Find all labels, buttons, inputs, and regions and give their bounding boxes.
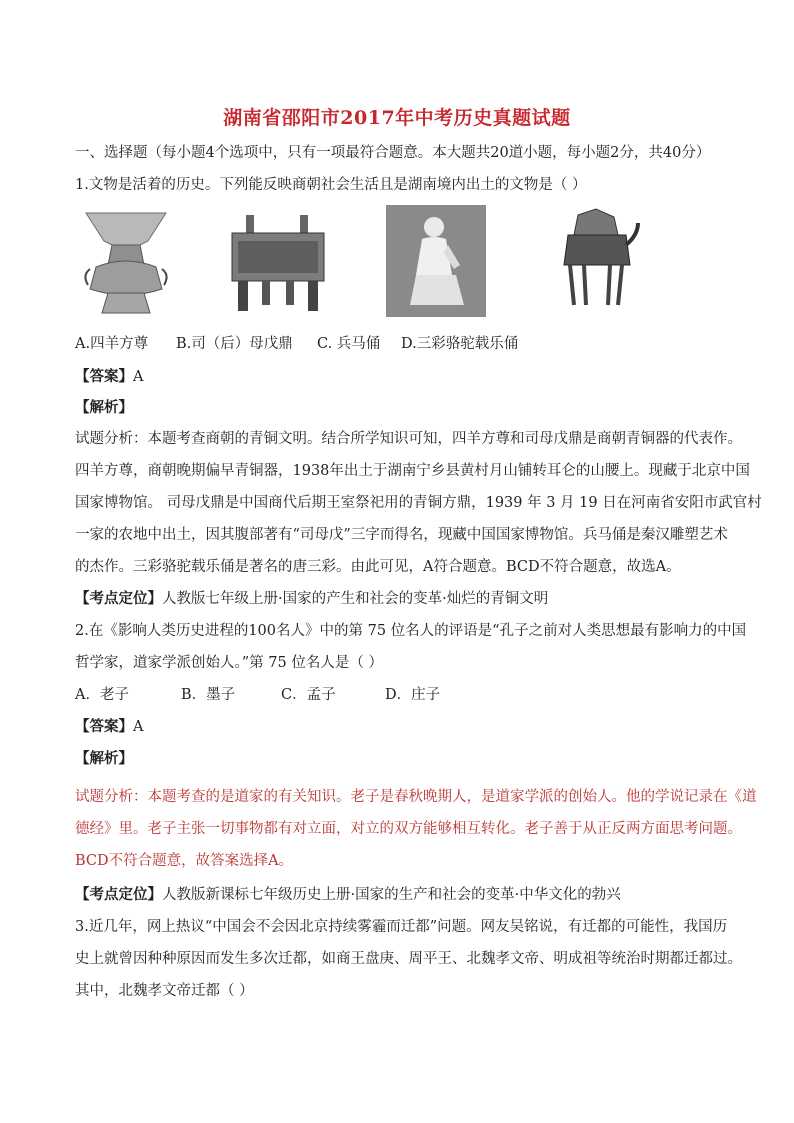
question-1-analysis-line: 一家的农地中出土，因其腹部著有“司母戊”三字而得名，现藏中国国家博物馆。兵马俑是秦汉雕塑艺术 [75, 527, 728, 543]
kaodian-label: 【考点定位】 [75, 590, 162, 607]
question-2-text-line-1: 2.在《影响人类历史进程的100名人》中的第 75 位名人的评语是“孔子之前对人类思想最有影响力的中国 [75, 623, 747, 639]
question-1-analysis-line: 试题分析：本题考查商朝的青铜文明。结合所学知识可知，四羊方尊和司母戊鼎是商朝青铜器的代表作。 [75, 431, 742, 447]
option-a: A.四羊方尊 [75, 336, 149, 352]
answer-label: 【答案】 [75, 368, 133, 385]
question-1-options [75, 337, 518, 352]
question-1-analysis-line: 国家博物馆。 司母戊鼎是中国商代后期王室祭祀用的青铜方鼎，1939 年 3 月 19 日在河南省安阳市武官村 [75, 495, 762, 511]
question-1-kaodian [75, 592, 548, 607]
option-c: C. 兵马俑 [317, 336, 381, 352]
question-2-text-line-2: 哲学家，道家学派创始人。”第 75 位名人是（ ） [75, 655, 383, 671]
bronze-ding-icon [222, 205, 334, 317]
question-2-kaodian [75, 888, 621, 903]
kaodian-text: 人教版新课标七年级历史上册·国家的生产和社会的变革·中华文化的勃兴 [162, 887, 621, 903]
question-3-text-line: 史上就曾因种种原因而发生多次迁都，如商王盘庚、周平王、北魏孝文帝、明成祖等统治时期都迁都过。 [75, 951, 742, 967]
question-1-answer [75, 370, 143, 385]
option-b: B.司（后）母戊鼎 [176, 336, 293, 352]
option-d: D．庄子 [385, 687, 441, 703]
page-title: 湖南省邵阳市2017年中考历史真题试题 [223, 107, 571, 129]
bronze-zun-icon [78, 205, 174, 317]
option-b: B．墨子 [181, 687, 236, 703]
question-3-text-line: 其中，北魏孝文帝迁都（ ） [75, 983, 254, 999]
terracotta-figure-icon [386, 205, 486, 317]
question-2-answer [75, 720, 143, 735]
question-1-text: 1.文物是活着的历史。下列能反映商朝社会生活且是湖南境内出土的文物是（ ） [75, 177, 587, 193]
answer-label: 【答案】 [75, 718, 133, 735]
question-2-options [75, 688, 440, 703]
answer-value: A [133, 719, 144, 735]
option-a: A．老子 [75, 687, 129, 703]
kaodian-text: 人教版七年级上册·国家的产生和社会的变革·灿烂的青铜文明 [162, 591, 549, 607]
answer-value: A [133, 369, 144, 385]
section-header: 一、选择题（每小题4个选项中，只有一项最符合题意。本大题共20道小题，每小题2分，共40分） [75, 145, 711, 161]
option-d: D.三彩骆驼载乐俑 [401, 336, 519, 352]
option-c: C．孟子 [281, 687, 336, 703]
question-2-analysis-line: BCD不符合题意，故答案选择A。 [75, 853, 294, 869]
sancai-camel-icon [548, 205, 644, 317]
question-2-analysis-line: 试题分析：本题考查的是道家的有关知识。老子是春秋晚期人，是道家学派的创始人。他的学说记录在《道 [75, 789, 757, 805]
question-2-analysis-label: 【解析】 [75, 750, 133, 767]
question-3-text-line: 3.近几年，网上热议“中国会不会因北京持续雾霾而迁都”问题。网友吴铭说，有迁都的可能性，我国历 [75, 919, 728, 935]
question-1-analysis-line: 四羊方尊，商朝晚期偏早青铜器，1938年出土于湖南宁乡县黄村月山铺转耳仑的山腰上。现藏于北京中国 [75, 463, 750, 479]
question-1-analysis-line: 的杰作。三彩骆驼载乐俑是著名的唐三彩。由此可见，A符合题意。BCD不符合题意，故选A。 [75, 559, 681, 575]
kaodian-label: 【考点定位】 [75, 886, 162, 903]
question-1-analysis-label: 【解析】 [75, 399, 133, 416]
question-2-analysis-line: 德经》里。老子主张一切事物都有对立面，对立的双方能够相互转化。老子善于从正反两方面思考问题。 [75, 821, 742, 837]
